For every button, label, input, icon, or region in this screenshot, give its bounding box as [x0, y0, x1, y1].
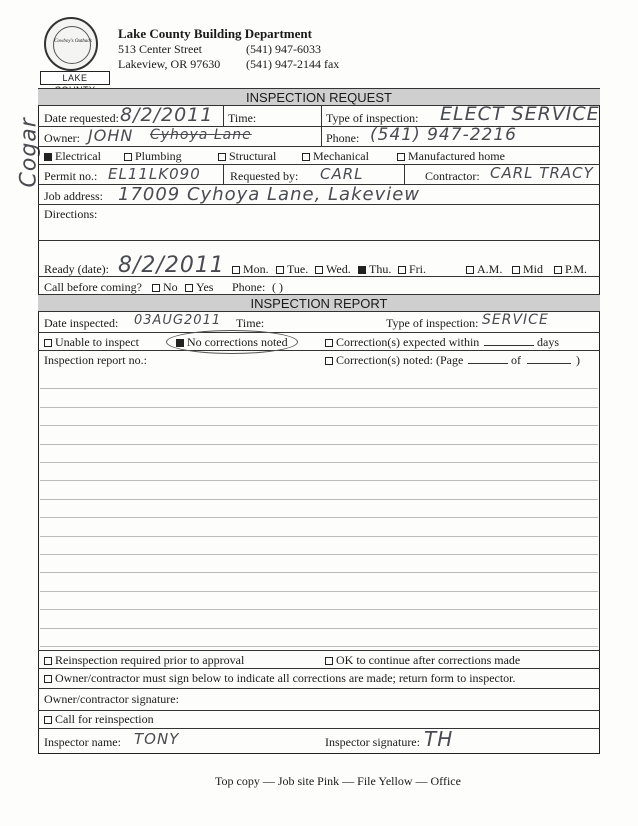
of-blank[interactable]: [527, 363, 571, 364]
corrections-noted[interactable]: Correction(s) noted: (Page: [325, 353, 463, 368]
ruled-line: [40, 499, 598, 500]
day-fri-box[interactable]: [398, 266, 406, 274]
ok-to-continue-box[interactable]: [325, 657, 333, 665]
time-pm-box[interactable]: [554, 266, 562, 274]
unable-to-inspect[interactable]: Unable to inspect: [44, 335, 139, 350]
requested-by-label: Requested by:: [230, 169, 299, 183]
no-corrections-noted[interactable]: No corrections noted: [176, 335, 288, 350]
seal-text: Cowboy's Outback: [54, 39, 92, 44]
type-of-inspection-label: Type of inspection:: [326, 111, 419, 125]
owner-label: Owner:: [44, 131, 80, 145]
date-inspected-value[interactable]: 03AUG2011: [134, 313, 222, 328]
days-blank[interactable]: [484, 345, 534, 346]
ruled-line: [40, 628, 598, 629]
department-phone: (541) 947-6033: [246, 42, 321, 56]
time-mid-box[interactable]: [512, 266, 520, 274]
lake-county-badge: LAKE: [40, 71, 110, 85]
copy-distribution: Top copy — Job site Pink — File Yellow — Office: [215, 774, 461, 788]
checkbox-plumbing-box[interactable]: [124, 153, 132, 161]
owner-value[interactable]: JOHN: [88, 126, 134, 145]
checkbox-mechanical[interactable]: Mechanical: [302, 149, 369, 164]
inspector-signature-value[interactable]: TH: [424, 727, 454, 751]
call-before-label: Call before coming?: [44, 280, 142, 294]
checkbox-electrical[interactable]: Electrical: [44, 149, 101, 164]
permit-number-value[interactable]: EL11LK090: [108, 165, 201, 183]
call-phone-label: Phone:: [232, 280, 266, 294]
ruled-line: [40, 609, 598, 610]
day-tue-box[interactable]: [276, 266, 284, 274]
owner-struck-text: Cyhoya Lane: [150, 127, 252, 143]
day-thu-box[interactable]: [358, 266, 366, 274]
corrections-noted-box[interactable]: [325, 357, 333, 365]
ruled-line: [40, 444, 598, 445]
call-for-reinspection[interactable]: Call for reinspection: [44, 712, 154, 727]
owner-must-sign[interactable]: Owner/contractor must sign below to indicate all corrections are made; return form to inspector.: [44, 671, 516, 686]
checkbox-mechanical-box[interactable]: [302, 153, 310, 161]
time-mid[interactable]: Mid: [512, 262, 543, 277]
directions-label: Directions:: [44, 207, 98, 221]
close-paren: ): [576, 353, 580, 367]
department-fax: (541) 947-2144 fax: [246, 57, 340, 71]
ruled-line: [40, 480, 598, 481]
time-am-box[interactable]: [466, 266, 474, 274]
job-address-value[interactable]: 17009 Cyhoya Lane, Lakeview: [118, 184, 421, 205]
date-requested-value[interactable]: 8/2/2011: [120, 104, 214, 126]
address-line-1: 513 Center Street: [118, 42, 202, 56]
inspector-name-label: Inspector name:: [44, 735, 121, 749]
report-number-label: Inspection report no.:: [44, 353, 147, 367]
time-inspected-label: Time:: [236, 316, 265, 330]
ruled-line: [40, 591, 598, 592]
day-wed[interactable]: Wed.: [315, 262, 351, 277]
checkbox-manufactured-home[interactable]: Manufactured home: [397, 149, 505, 164]
inspector-name-value[interactable]: TONY: [134, 730, 180, 748]
owner-must-sign-box[interactable]: [44, 675, 52, 683]
department-name: Lake County Building Department: [118, 26, 312, 41]
ruled-line: [40, 462, 598, 463]
phone-label: Phone:: [326, 131, 360, 145]
ready-date-label: Ready (date):: [44, 262, 109, 276]
requested-by-value[interactable]: CARL: [320, 165, 364, 183]
permit-number-label: Permit no.:: [44, 169, 98, 183]
day-fri[interactable]: Fri.: [398, 262, 426, 277]
checkbox-plumbing[interactable]: Plumbing: [124, 149, 182, 164]
ok-to-continue[interactable]: OK to continue after corrections made: [325, 653, 520, 668]
type-of-inspection-value[interactable]: ELECT SERVICE: [440, 103, 600, 125]
owner-phone-value[interactable]: (541) 947-2216: [370, 125, 517, 145]
ruled-line: [40, 646, 598, 647]
call-phone-value[interactable]: ( ): [272, 280, 283, 294]
unable-to-inspect-box[interactable]: [44, 339, 52, 347]
owner-signature-label: Owner/contractor signature:: [44, 692, 179, 706]
call-before-yes-box[interactable]: [185, 284, 193, 292]
inspection-report-heading: INSPECTION REPORT: [38, 294, 600, 312]
margin-handwritten-note: Cogar: [16, 117, 42, 188]
date-requested-label: Date requested:: [44, 111, 119, 125]
call-before-yes[interactable]: Yes: [185, 280, 213, 295]
reinspection-required[interactable]: Reinspection required prior to approval: [44, 653, 244, 668]
address-line-2: Lakeview, OR 97630: [118, 57, 221, 71]
ruled-line: [40, 554, 598, 555]
day-wed-box[interactable]: [315, 266, 323, 274]
ready-date-value[interactable]: 8/2/2011: [118, 253, 225, 278]
page-blank[interactable]: [468, 363, 508, 364]
days-label: days: [537, 335, 559, 349]
time-am[interactable]: A.M.: [466, 262, 502, 277]
contractor-value[interactable]: CARL TRACY: [490, 164, 594, 182]
call-for-reinspection-box[interactable]: [44, 716, 52, 724]
date-inspected-label: Date inspected:: [44, 316, 119, 330]
ruled-line: [40, 572, 598, 573]
reinspection-required-box[interactable]: [44, 657, 52, 665]
no-corrections-box[interactable]: [176, 339, 184, 347]
report-type-label: Type of inspection:: [386, 316, 479, 330]
checkbox-electrical-box[interactable]: [44, 153, 52, 161]
corrections-expected-box[interactable]: [325, 339, 333, 347]
call-before-no-box[interactable]: [152, 284, 160, 292]
county-seal: [44, 17, 98, 71]
ruled-line: [40, 425, 598, 426]
checkbox-structural-box[interactable]: [218, 153, 226, 161]
day-thu[interactable]: Thu.: [358, 262, 391, 277]
day-tue[interactable]: Tue.: [276, 262, 308, 277]
call-before-no[interactable]: No: [152, 280, 178, 295]
of-label: of: [511, 353, 521, 367]
ruled-line: [40, 517, 598, 518]
ruled-line: [40, 536, 598, 537]
inspector-signature-label: Inspector signature:: [325, 735, 420, 749]
time-pm[interactable]: P.M.: [554, 262, 587, 277]
job-address-label: Job address:: [44, 189, 103, 203]
ruled-line: [40, 407, 598, 408]
report-type-value[interactable]: SERVICE: [482, 312, 549, 328]
checkbox-manufactured-home-box[interactable]: [397, 153, 405, 161]
checkbox-structural[interactable]: Structural: [218, 149, 276, 164]
corrections-expected[interactable]: Correction(s) expected within: [325, 335, 479, 350]
ruled-line: [40, 388, 598, 389]
inspection-request-heading: INSPECTION REQUEST: [38, 88, 600, 106]
time-requested-label: Time:: [228, 111, 257, 125]
day-mon-box[interactable]: [232, 266, 240, 274]
contractor-label: Contractor:: [425, 169, 480, 183]
day-mon[interactable]: Mon.: [232, 262, 269, 277]
